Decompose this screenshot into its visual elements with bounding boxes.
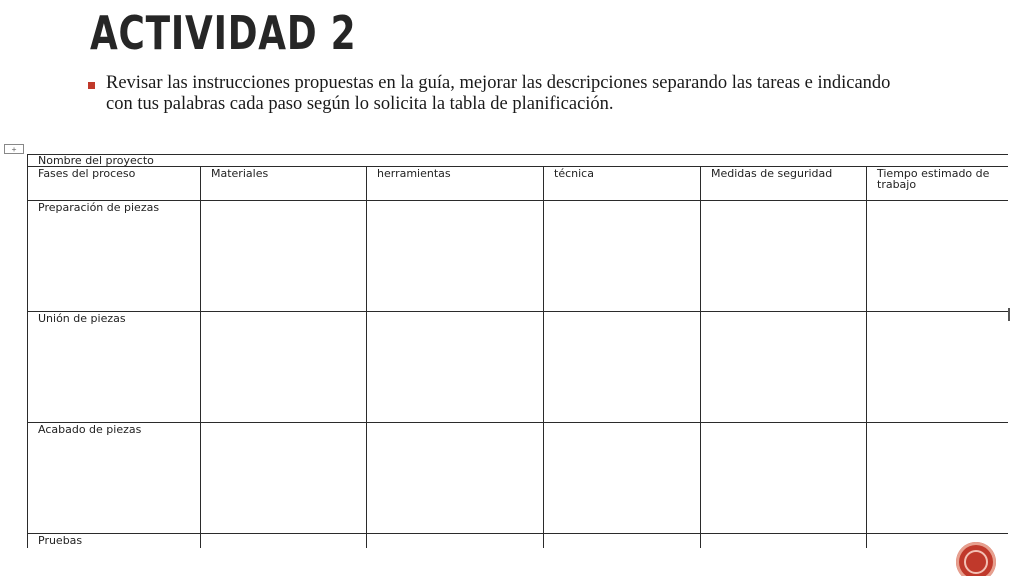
- table-cell[interactable]: [544, 312, 701, 423]
- project-name-row: [28, 155, 1009, 167]
- table-cell[interactable]: [367, 201, 544, 312]
- text-cursor-icon: [1008, 308, 1010, 321]
- table-cell[interactable]: [367, 534, 544, 549]
- table-cell[interactable]: [201, 312, 367, 423]
- slide-title: ACTIVIDAD 2: [90, 6, 357, 60]
- table-cell[interactable]: [867, 201, 1009, 312]
- phase-label-cell[interactable]: Acabado de piezas: [28, 423, 201, 534]
- header-cell-medidas[interactable]: Medidas de seguridad: [701, 167, 867, 201]
- table-cell[interactable]: [701, 534, 867, 549]
- bullet-item: [88, 73, 908, 115]
- bullet-text: Revisar las instrucciones propuestas en la guía, mejorar las descripciones separando las tareas e indicando con tus palabras cada paso según lo solicita la tabla de planificación.: [106, 73, 891, 114]
- table-row: [28, 423, 1009, 534]
- table-cell[interactable]: [367, 423, 544, 534]
- header-cell-herramientas[interactable]: herramientas: [367, 167, 544, 201]
- header-cell-tecnica[interactable]: técnica: [544, 167, 701, 201]
- table-row: [28, 201, 1009, 312]
- phase-label-cell[interactable]: Pruebas: [28, 534, 201, 549]
- table-cell[interactable]: [201, 201, 367, 312]
- table-cell[interactable]: [544, 534, 701, 549]
- table-cell[interactable]: [701, 312, 867, 423]
- planning-table-container: [27, 154, 1008, 548]
- header-cell-fases[interactable]: Fases del proceso: [28, 167, 201, 201]
- corner-circle-logo-icon: [956, 542, 996, 576]
- planning-table: [27, 154, 1008, 548]
- phase-label-cell[interactable]: Preparación de piezas: [28, 201, 201, 312]
- table-cell[interactable]: [867, 423, 1009, 534]
- table-cell[interactable]: [544, 423, 701, 534]
- table-cell[interactable]: [201, 423, 367, 534]
- table-row: [28, 534, 1009, 549]
- table-cell[interactable]: [867, 312, 1009, 423]
- table-cell[interactable]: [367, 312, 544, 423]
- table-cell[interactable]: [701, 423, 867, 534]
- header-cell-materiales[interactable]: Materiales: [201, 167, 367, 201]
- table-cell[interactable]: [701, 201, 867, 312]
- square-bullet-icon: [88, 82, 95, 89]
- header-row: [28, 167, 1009, 201]
- table-cell[interactable]: [544, 201, 701, 312]
- table-move-handle-icon[interactable]: +: [4, 144, 24, 154]
- project-name-cell[interactable]: Nombre del proyecto: [28, 155, 1009, 167]
- header-cell-tiempo[interactable]: Tiempo estimado de trabajo: [867, 167, 1009, 201]
- table-row: [28, 312, 1009, 423]
- phase-label-cell[interactable]: Unión de piezas: [28, 312, 201, 423]
- table-cell[interactable]: [201, 534, 367, 549]
